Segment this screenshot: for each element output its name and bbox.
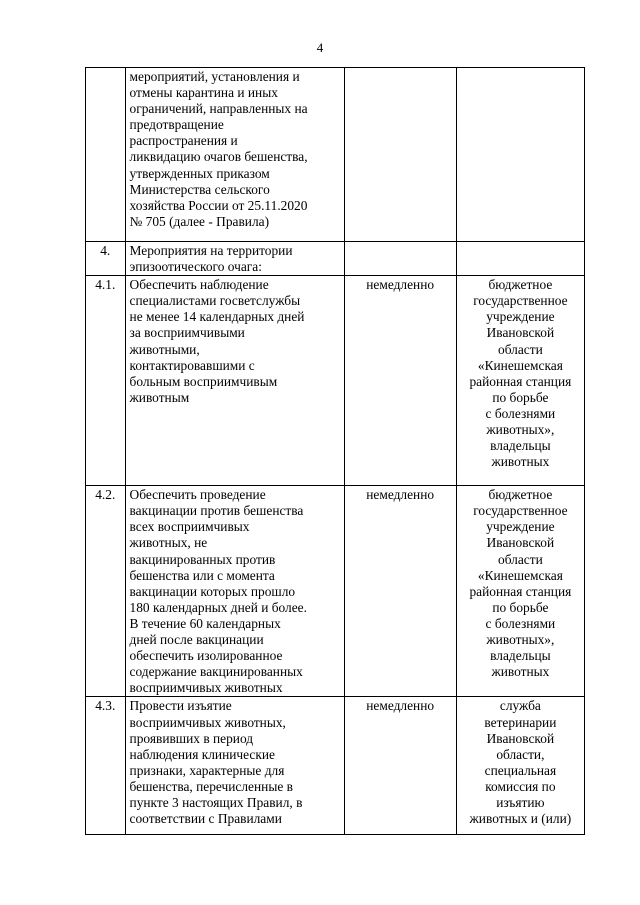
table-row <box>86 486 585 697</box>
measure-responsible: бюджетное государственное учреждение Ивановской области «Кинешемская районная станция по борьбе с болезнями животных», владельцы животных <box>456 276 584 486</box>
measure-text: Обеспечить наблюдение специалистами госветслужбы не менее 14 календарных дней за восприимчивыми животными, контактировавшими с больным восприимчивым животным <box>125 276 344 486</box>
measure-responsible <box>456 242 584 276</box>
measure-text: Провести изъятие восприимчивых животных, проявивших в период наблюдения клинические признаки, характерные для бешенства, перечисленные в пункте 3 настоящих Правил, в соответствии с Правилами <box>125 697 344 835</box>
table-row <box>86 276 585 486</box>
measure-term: немедленно <box>344 276 456 486</box>
measures-table <box>85 67 585 835</box>
measure-responsible: служба ветеринарии Ивановской области, специальная комиссия по изъятию животных и (или) <box>456 697 584 835</box>
measure-term: немедленно <box>344 697 456 835</box>
table-row <box>86 697 585 835</box>
measure-text: мероприятий, установления и отмены карантина и иных ограничений, направленных на предотвращение распространения и ликвидацию очагов бешенства, утвержденных приказом Министерства сельского хозяйства России от 25.11.2020 № 705 (далее - Правила) <box>125 68 344 242</box>
row-number: 4.1. <box>86 276 126 486</box>
measure-text: Обеспечить проведение вакцинации против бешенства всех восприимчивых животных, не вакцинированных против бешенства или с момента вакцинации которых прошло 180 календарных дней и более. В течение 60 календарных дней после вакцинации обеспечить изолированное содержание вакцинированных восприимчивых животных <box>125 486 344 697</box>
row-number: 4. <box>86 242 126 276</box>
measure-responsible <box>456 68 584 242</box>
measure-text: Мероприятия на территории эпизоотического очага: <box>125 242 344 276</box>
row-number: 4.2. <box>86 486 126 697</box>
table-row <box>86 242 585 276</box>
row-number <box>86 68 126 242</box>
page-number: 4 <box>316 40 324 55</box>
measure-term <box>344 242 456 276</box>
measure-term <box>344 68 456 242</box>
measure-responsible: бюджетное государственное учреждение Ивановской области «Кинешемская районная станция по борьбе с болезнями животных», владельцы животных <box>456 486 584 697</box>
table-row <box>86 68 585 242</box>
row-number: 4.3. <box>86 697 126 835</box>
measure-term: немедленно <box>344 486 456 697</box>
